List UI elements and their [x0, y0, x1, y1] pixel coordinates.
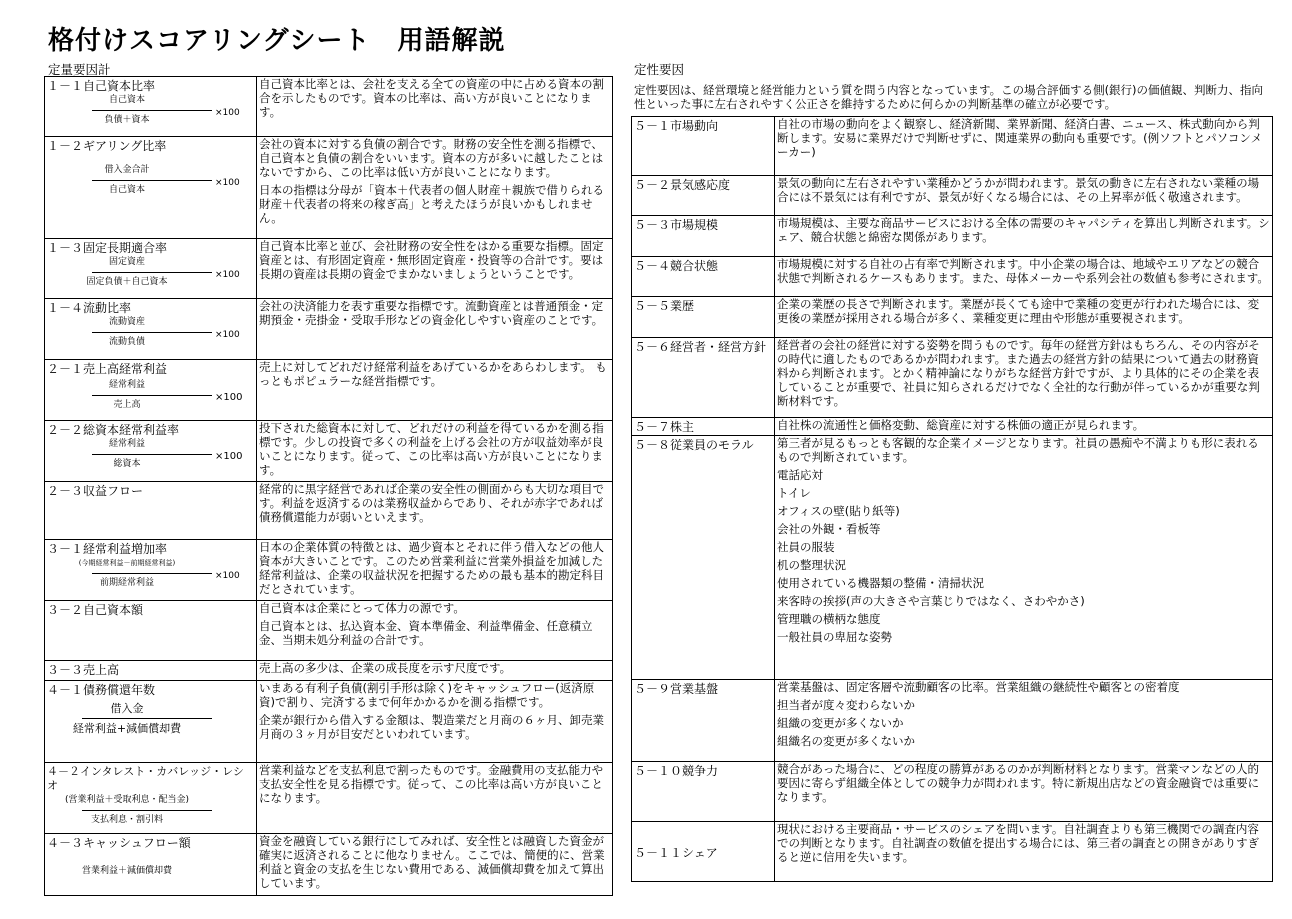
fraction-bar [92, 180, 212, 181]
metric-cell [45, 137, 257, 239]
metric-name: ４－１債務償還年数 [47, 683, 156, 697]
factor-name: ５－１１シェア [632, 822, 775, 882]
description-text: 日本の企業体質の特徴とは、過少資本とそれに伴う借入などの他人資本が大きいことです。このため営業利益に営業外損益を加減した経常利益は、企業の収益状況を把握するための最も基本的勘定科目だとされています。 [259, 540, 604, 596]
formula-multiplier: ×100 [215, 392, 243, 403]
table-row [45, 681, 613, 763]
fraction-bar [82, 810, 212, 811]
qualitative-intro: 定性要因は、経営環境と経営能力という質を問う内容となっています。この場合評価する側(銀行)の価値観、判断力、指向性といった事に左右されやすく公正さを維持するために何らかの判断基準の確立が必要です。 [634, 83, 1264, 111]
table-row [632, 436, 1273, 680]
quantitative-section-label: 定量要因計 [48, 62, 111, 77]
fraction-bar [92, 110, 212, 111]
factor-name: ５－４競合状態 [632, 257, 775, 297]
check-item: 会社の外観・看板等 [777, 522, 881, 536]
table-row [45, 601, 613, 661]
formula [47, 165, 254, 203]
table-row [632, 297, 1273, 338]
factor-name: ５－６経営者・経営方針 [632, 338, 775, 418]
table-row [45, 834, 613, 896]
factor-name: ５－２景気感応度 [632, 176, 775, 216]
table-row [45, 421, 613, 482]
description-text: 資金を融資している銀行にしてみれば、安全性とは融資した資金が確実に返済されることに他なりません。ここでは、簡便的に、営業利益と資金の支払を生じない費用である、減価償却費を加えて算出しています。 [259, 834, 605, 890]
table-row [45, 540, 613, 601]
factor-name: ５－１市場動向 [632, 117, 775, 176]
check-item: 社員の服装 [777, 540, 835, 554]
table-row [45, 239, 613, 299]
metric-name: ４－２インタレスト・カバレッジ・レシオ [47, 765, 244, 792]
factor-description: 企業の業歴の長さで判断されます。業歴が長くても途中で業種の変更が行われた場合には、変更後の業歴が採用される場合が多く、業種変更に理由や形態が重要視されます。 [775, 297, 1273, 338]
metric-name: １－１自己資本比率 [47, 79, 156, 93]
description-text: 自己資本比率とは、会社を支える全ての資産の中に占める資本の割合を示したものです。資本の比率は、高い方が良いことになります。 [259, 77, 604, 119]
factor-name: ５－１０競争力 [632, 762, 775, 822]
factor-description: 現状における主要商品・サービスのシェアを問います。自社調査よりも第三機関での調査内容での判断となります。自社調査の数値を提出する場合には、第三者の調査との開きがありすぎると逆に信用を失います。 [775, 822, 1273, 882]
formula-denominator: 経常利益+減価償却費 [72, 722, 182, 735]
formula-denominator: 売上高 [113, 400, 141, 410]
formula-numerator: 借入金合計 [104, 165, 150, 175]
metric-cell [45, 601, 257, 661]
factor-name: ５－５業歴 [632, 297, 775, 338]
factor-name: ５－８従業員のモラル [632, 436, 775, 680]
description-cell [257, 239, 613, 299]
description-text: 日本の指標は分母が「資本＋代表者の個人財産＋親族で借りられる財産＋代表者の将来の稼ぎ高」と考えたほうが良いかもしれません。 [259, 183, 604, 225]
formula [47, 558, 254, 596]
description-text: 売上に対してどれだけ経常利益をあげているかをあらわします。 もっともポピュラーな経営指標です。 [259, 360, 607, 388]
formula-denominator: 負債＋資本 [104, 115, 150, 125]
formula-numerator: (営業利益＋受取利息・配当金) [64, 795, 190, 805]
table-row [632, 176, 1273, 216]
description-cell [257, 540, 613, 601]
formula [47, 703, 254, 741]
description-text: 売上高の多少は、企業の成長度を示す尺度です。 [259, 661, 512, 675]
formula-denominator: 支払利息・割引料 [90, 815, 163, 825]
fraction-bar [92, 332, 212, 333]
table-row [632, 338, 1273, 418]
description-text: 投下された総資本に対して、どれだけの利益を得ているかを測る指標です。少しの投資で多くの利益を上げる会社の方が収益効率が良いことになります。従って、この比率は高い方が良いことになります。 [259, 421, 604, 477]
formula-multiplier: ×100 [215, 270, 240, 280]
formula-multiplier: ×100 [215, 178, 240, 188]
description-cell [257, 421, 613, 482]
fraction-bar [92, 573, 212, 574]
check-item: 組織の変更が多くないか [777, 716, 904, 730]
factor-lead-text: 営業基盤は、固定客層や流動顧客の比率。営業組織の継続性や顧客との密着度 [777, 680, 1180, 694]
description-text: 会社の資本に対する負債の割合です。財務の安全性を測る指標で、自己資本と負債の割合をいいます。資本の方が多いに越したことはないですから、この比率は低い方が良いことになります。 [259, 137, 604, 179]
description-cell [257, 601, 613, 661]
description-cell [257, 137, 613, 239]
table-row [45, 77, 613, 137]
check-item: 使用されている機器類の整備・清掃状況 [777, 576, 984, 590]
fraction-bar [92, 395, 212, 396]
table-row [632, 680, 1273, 762]
description-cell [257, 299, 613, 360]
table-row [632, 117, 1273, 176]
description-text: 会社の決済能力を表す重要な指標です。流動資産とは普通預金・定期預金・売掛金・受取手形などの資金化しやすい資産のことです。 [259, 299, 604, 327]
check-item: 担当者が度々変わらないか [777, 698, 915, 712]
metric-name: １－２ギアリング比率 [47, 139, 167, 153]
formula-denominator: 営業利益＋減価償却費 [81, 866, 172, 876]
check-item: 一般社員の卑屈な姿勢 [777, 630, 892, 644]
description-cell [257, 482, 613, 540]
check-item: 机の整理状況 [777, 558, 846, 572]
metric-cell [45, 77, 257, 137]
factor-description: 経営者の会社の経営に対する姿勢を問うものです。毎年の経営方針はもちろん、その内容がその時代に適したものであるかが問われます。また過去の経営方針の結果について過去の財務資料から判断されます。とかく精神論になりがちな経営方針ですが、より具体的にその企業を表していることが重要で、社員に知らされるだけでなく全社的な行動が伴っているかが重要な判断材料です。 [775, 338, 1273, 418]
description-cell [257, 763, 613, 834]
description-cell [257, 834, 613, 896]
formula [47, 380, 254, 418]
check-item: オフィスの壁(貼り紙等) [777, 504, 900, 518]
metric-name: ２－３収益フロー [47, 484, 144, 498]
description-text: 自己資本は企業にとって体力の源です。 [259, 601, 465, 615]
description-cell [257, 661, 613, 681]
factor-lead-text: 第三者が見るもっとも客観的な企業イメージとなります。社員の愚痴や不満よりも形に表れるもので判断されています。 [777, 436, 1259, 464]
formula-numerator: 自己資本 [108, 95, 145, 105]
description-text: 自己資本とは、払込資本金、資本準備金、利益準備金、任意積立金、当期未処分利益の合計です。 [259, 619, 593, 647]
metric-name: ２－２総資本経常利益率 [47, 423, 180, 437]
formula-denominator: 総資本 [113, 459, 141, 469]
metric-cell [45, 661, 257, 681]
factor-description: 景気の動向に左右されやすい業種かどうかが問われます。景気の動きに左右されない業種の場合には不景気には有利ですが、景気が好くなる場合には、その上昇率が低く敬遠されます。 [775, 176, 1273, 216]
metric-name: ３－３売上高 [47, 663, 120, 677]
factor-description [775, 680, 1273, 762]
table-row [45, 661, 613, 681]
factor-description: 自社の市場の動向をよく観察し、経済新聞、業界新聞、経済白書、ニュース、株式動向から判断します。安易に業界だけで判断せずに、関連業界の動向も重要です。(例ソフトとパソコンメーカー) [775, 117, 1273, 176]
factor-description: 競合があった場合に、どの程度の勝算があるのかが判断材料となります。営業マンなどの人的要因に寄らず組織全体としての競争力が問われます。特に新規出店などの資金融資では重要になります。 [775, 762, 1273, 822]
formula-denominator: 流動負債 [108, 337, 145, 347]
quantitative-table [44, 76, 613, 896]
factor-description: 市場規模は、主要な商品サービスにおける全体の需要のキャパシティを算出し判断されます。シェア、競合状態と綿密な関係があります。 [775, 216, 1273, 257]
description-text: 営業利益などを支払利息で割ったものです。金融費用の支払能力や支払安全性を見る指標です。従って、この比率は高い方が良いことになります。 [259, 763, 604, 805]
fraction-bar [92, 272, 212, 273]
factor-name: ５－３市場規模 [632, 216, 775, 257]
table-row [45, 360, 613, 421]
metric-name: ４－３キャッシュフロー額 [47, 836, 191, 850]
metric-name: ２－１売上高経常利益 [47, 362, 168, 376]
factor-description [775, 436, 1273, 680]
metric-cell [45, 763, 257, 834]
formula-numerator: 借入金 [110, 702, 144, 715]
metric-cell [45, 540, 257, 601]
formula-multiplier: ×100 [215, 451, 243, 462]
check-item: トイレ [777, 486, 811, 500]
description-cell [257, 77, 613, 137]
formula-numerator: 経常利益 [108, 380, 145, 390]
formula-numerator: 流動資産 [108, 317, 145, 327]
formula [47, 795, 254, 833]
check-item: 管理職の横柄な態度 [777, 612, 881, 626]
formula [47, 317, 254, 355]
formula-multiplier: ×100 [215, 571, 240, 581]
metric-cell [45, 360, 257, 421]
table-row [632, 822, 1273, 882]
qualitative-section-label: 定性要因 [634, 62, 685, 77]
metric-cell [45, 834, 257, 896]
factor-name: ５－７株主 [632, 418, 775, 436]
formula-multiplier: ×100 [215, 108, 240, 118]
formula [47, 852, 254, 890]
table-row [632, 418, 1273, 436]
description-text: いまある有利子負債(割引手形は除く)をキャッシュフロー(返済原資)で割り、完済するまで何年かかるかを測る指標です。 [259, 681, 595, 709]
fraction-bar [92, 454, 212, 455]
formula-numerator: 固定資産 [108, 257, 145, 267]
factor-description: 自社株の流通性と価格変動、総資産に対する株価の適正が見られます。 [775, 418, 1273, 436]
table-row [45, 482, 613, 540]
factor-name: ５－９営業基盤 [632, 680, 775, 762]
metric-name: ３－２自己資本額 [47, 603, 144, 617]
formula-numerator: 経常利益 [108, 439, 145, 449]
metric-cell [45, 482, 257, 540]
description-text: 企業が銀行から借入する金額は、製造業だと月商の６ヶ月、卸売業月商の３ヶ月が目安だといわれています。 [259, 713, 604, 741]
formula-denominator: 前期経常利益 [99, 578, 154, 588]
formula [47, 95, 254, 133]
description-cell [257, 360, 613, 421]
description-cell [257, 681, 613, 763]
formula [47, 257, 254, 295]
formula-multiplier: ×100 [215, 330, 240, 340]
metric-cell [45, 239, 257, 299]
formula-numerator: (今期経常利益－前期経常利益) [78, 559, 176, 567]
page-title: 格付けスコアリングシート 用語解説 [48, 26, 506, 56]
metric-cell [45, 299, 257, 360]
fraction-bar [82, 718, 212, 719]
metric-name: ３－１経常利益増加率 [47, 542, 168, 556]
formula-denominator: 自己資本 [108, 185, 145, 195]
formula-denominator: 固定負債＋自己資本 [86, 277, 168, 287]
table-row [45, 763, 613, 834]
description-text: 経常的に黒字経営であれば企業の安全性の側面からも大切な項目です。利益を返済するのは業務収益からであり、それが赤字であれば債務償還能力が弱いといえます。 [259, 482, 604, 524]
factor-description: 市場規模に対する自社の占有率で判断されます。中小企業の場合は、地域やエリアなどの競合状態で判断されるケースもあります。また、母体メーカーや系列会社の数値も参考にされます。 [775, 257, 1273, 297]
metric-name: １－４流動比率 [47, 301, 132, 315]
table-row [632, 216, 1273, 257]
description-text: 自己資本比率と並び、会社財務の安全性をはかる重要な指標。固定資産とは、有形固定資産・無形固定資産・投資等の合計です。要は長期の資産は長期の資金でまかないましょうということです。 [259, 239, 604, 281]
table-row [632, 257, 1273, 297]
table-row [45, 137, 613, 239]
metric-cell [45, 681, 257, 763]
formula [47, 439, 254, 477]
qualitative-table [631, 116, 1273, 882]
table-row [632, 762, 1273, 822]
check-item: 来客時の挨拶(声の大きさや言葉じりではなく、さわやかさ) [777, 594, 1085, 608]
metric-cell [45, 421, 257, 482]
table-row [45, 299, 613, 360]
check-item: 組織名の変更が多くないか [777, 734, 915, 748]
check-item: 電話応対 [777, 468, 823, 482]
metric-name: １－３固定長期適合率 [47, 241, 168, 255]
